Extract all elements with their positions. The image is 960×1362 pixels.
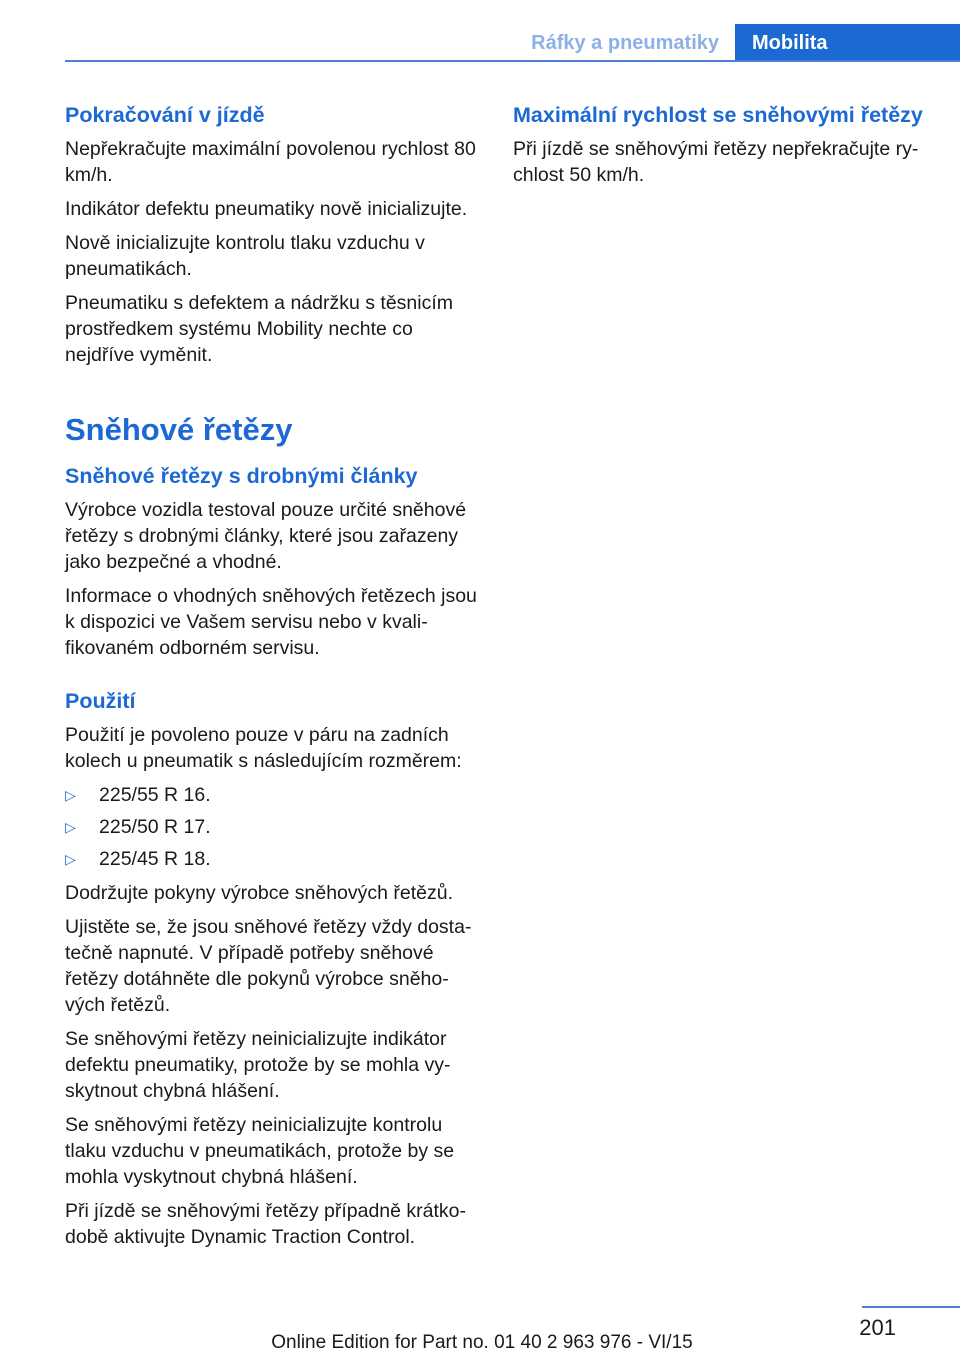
tire-size-list [65, 782, 480, 872]
triangle-bullet-icon: ▷ [65, 819, 76, 835]
edition-note: Online Edition for Part no. 01 40 2 963 976 - VI/15 [271, 1332, 693, 1353]
tire-size: 225/50 R 17. [99, 816, 211, 838]
list-item [65, 846, 480, 872]
max-speed-paragraph: Při jízdě se sněhovými řetězy nepřekračujte rychlost 50 km/h. [513, 138, 919, 186]
header-divider [65, 60, 960, 62]
usage-heading: Použití [65, 689, 136, 713]
continue-driving-heading: Pokračování v jízdě [65, 103, 265, 127]
continue-paragraph: Nově inicializujte kontrolu tlaku vzduchu v pneumatikách. [65, 232, 425, 280]
triangle-bullet-icon: ▷ [65, 851, 76, 867]
continue-paragraph: Nepřekračujte maximální povolenou rychlost 80 km/h. [65, 138, 476, 186]
continue-paragraph: Indikátor defektu pneumatiky nově inicializujte. [65, 198, 468, 220]
usage-intro: Použití je povoleno pouze v páru na zadních kolech u pneumatik s následujícím rozměrem: [65, 724, 462, 772]
usage-paragraph: Dodržujte pokyny výrobce sněhových řetězů. [65, 882, 454, 904]
usage-paragraph: Ujistěte se, že jsou sněhové řetězy vždy dostatečně napnuté. V případě potřeby sněhové řetězy dotáhněte dle pokynů výrobce sněhových řetězů. [65, 916, 472, 1016]
fine-chains-paragraph: Informace o vhodných sněhových řetězech jsou k dispozici ve Vašem servisu nebo v kvalifikovaném odborném servisu. [65, 585, 477, 659]
list-item [65, 814, 480, 840]
list-item [65, 782, 480, 808]
tire-size: 225/55 R 16. [99, 784, 211, 806]
usage-paragraph: Při jízdě se sněhovými řetězy případně krátkodobě aktivujte Dynamic Traction Control. [65, 1200, 467, 1248]
tire-size: 225/45 R 18. [99, 848, 211, 870]
max-speed-heading: Maximální rychlost se sněhovými řetězy [513, 103, 923, 127]
left-column [65, 103, 480, 1258]
snow-chains-heading: Sněhové řetězy [65, 412, 293, 447]
continue-paragraph: Pneumatiku s defektem a nádržku s těsnicím prostředkem systému Mobility nechte co nejdříve vyměnit. [65, 292, 454, 366]
header-section-title: Ráfky a pneumatiky [531, 32, 719, 54]
fine-link-chains-heading: Sněhové řetězy s drobnými články [65, 464, 418, 488]
page-number: 201 [859, 1315, 896, 1340]
triangle-bullet-icon: ▷ [65, 787, 76, 803]
fine-chains-paragraph: Výrobce vozidla testoval pouze určité sněhové řetězy s drobnými články, které jsou zařazeny jako bezpečné a vhodné. [65, 499, 467, 573]
usage-paragraph: Se sněhovými řetězy neinicializujte kontrolu tlaku vzduchu v pneumatikách, protože by se mohla vyskytnout chybná hlášení. [65, 1114, 455, 1188]
header-chapter-tab: Mobilita [735, 24, 960, 62]
right-column [513, 103, 933, 196]
usage-paragraph: Se sněhovými řetězy neinicializujte indikátor defektu pneumatiky, protože by se mohla vyskytnout chybná hlášení. [65, 1028, 451, 1102]
footer-divider [862, 1306, 960, 1308]
